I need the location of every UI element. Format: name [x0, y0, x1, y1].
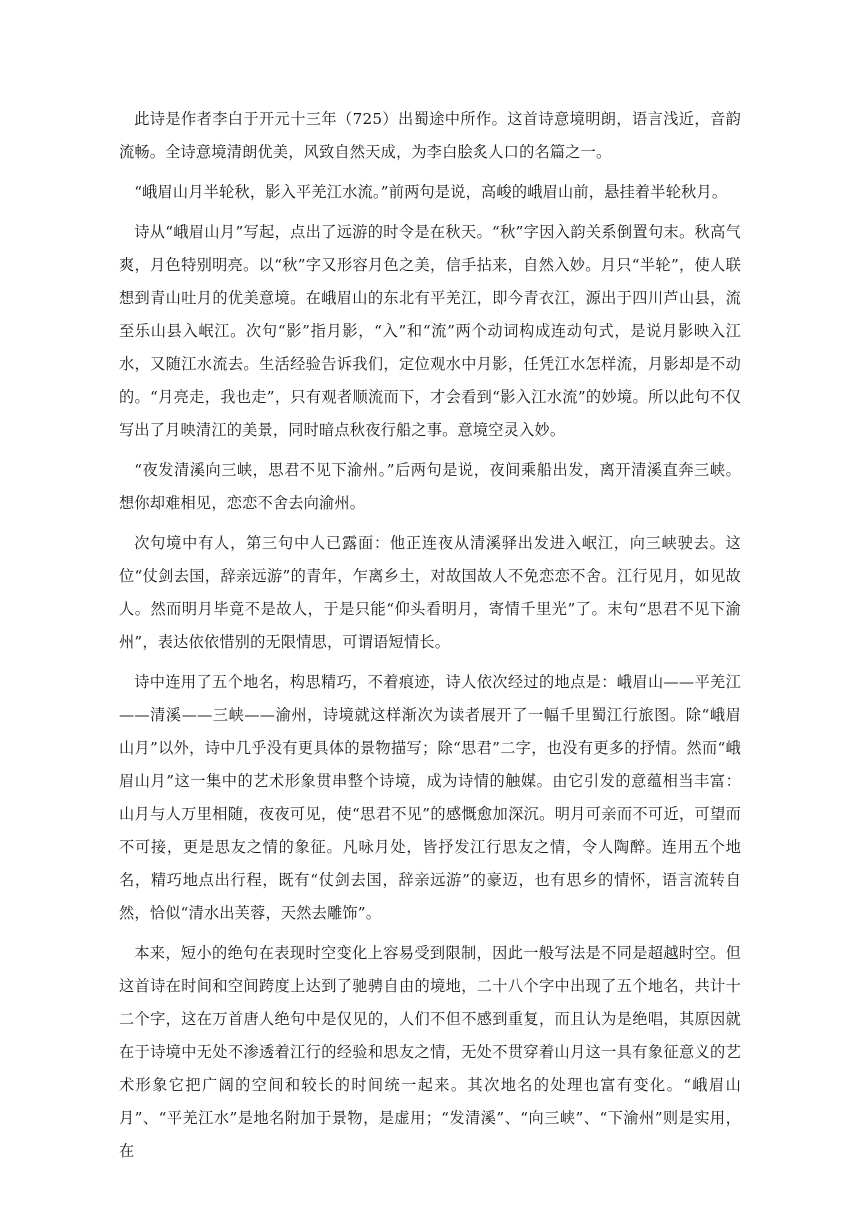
paragraph-lines-1-2: “峨眉山月半轮秋，影入平羌江水流。”前两句是说，高峻的峨眉山前，悬挂着半轮秋月。: [134, 183, 728, 201]
paragraph-analysis-1: 诗从“峨眉山月”写起，点出了远游的时令是在秋天。“秋”字因入韵关系倒置句末。秋高气爽，月色特别明亮。以“秋”字又形容月色之美，信手拈来，自然入妙。月只“半轮”，使人联想到青山吐月的优美意境。在峨眉山的东北有平羌江，即今青衣江，源出于四川芦山县，流至乐山县入岷江。次句“影”指月影，“入”和“流”两个动词构成连动句式，是说月影映入江水，又随江水流去。生活经验告诉我们，定位观水中月影，任凭江水怎样流，月影却是不动的。“月亮走，我也走”，只有观者顺流而下，才会看到“影入江水流”的妙境。所以此句不仅写出了月映清江的美景，同时暗点秋夜行船之事。意境空灵入妙。: [119, 223, 741, 439]
document-page: [119, 103, 741, 1175]
paragraph-lines-3-4: “夜发清溪向三峡，思君不见下渝州。”后两句是说，夜间乘船出发，离开清溪直奔三峡。想你却难相见，恋恋不舍去向渝州。: [119, 461, 741, 512]
paragraph-analysis-2: 次句境中有人，第三句中人已露面：他正连夜从清溪驿出发进入岷江，向三峡驶去。这位“仗剑去国，辞亲远游”的青年，乍离乡土，对故国故人不免恋恋不舍。江行见月，如见故人。然而明月毕竟不是故人，于是只能“仰头看明月，寄情千里光”了。末句“思君不见下渝州”，表达依依惜别的无限情思，可谓语短情长。: [119, 534, 741, 651]
paragraph-intro: 此诗是作者李白于开元十三年（725）出蜀途中所作。这首诗意境明朗，语言浅近，音韵流畅。全诗意境清朗优美，风致自然天成，为李白脍炙人口的名篇之一。: [119, 110, 741, 161]
paragraph-place-names: 诗中连用了五个地名，构思精巧，不着痕迹，诗人依次经过的地点是：峨眉山——平羌江——清溪——三峡——渝州，诗境就这样渐次为读者展开了一幅千里蜀江行旅图。除“峨眉山月”以外，诗中几乎没有更具体的景物描写；除“思君”二字，也没有更多的抒情。然而“峨眉山月”这一集中的艺术形象贯串整个诗境，成为诗情的触媒。由它引发的意蕴相当丰富：山月与人万里相随，夜夜可见，使“思君不见”的感慨愈加深沉。明月可亲而不可近，可望而不可接，更是思友之情的象征。凡咏月处，皆抒发江行思友之情，令人陶醉。连用五个地名，精巧地点出行程，既有“仗剑去国，辞亲远游”的豪迈，也有思乡的情怀，语言流转自然，恰似“清水出芙蓉，天然去雕饰”。: [119, 673, 741, 922]
paragraph-time-space: 本来，短小的绝句在表现时空变化上容易受到限制，因此一般写法是不同是超越时空。但这首诗在时间和空间跨度上达到了驰骋自由的境地，二十八个字中出现了五个地名，共计十二个字，这在万首唐人绝句中是仅见的，人们不但不感到重复，而且认为是绝唱，其原因就在于诗境中无处不渗透着江行的经验和思友之情，无处不贯穿着山月这一具有象征意义的艺术形象它把广阔的空间和较长的时间统一起来。其次地名的处理也富有变化。“峨眉山月”、“平羌江水”是地名附加于景物，是虚用；“发清溪”、“向三峡”、“下渝州”则是实用，在: [119, 944, 741, 1160]
